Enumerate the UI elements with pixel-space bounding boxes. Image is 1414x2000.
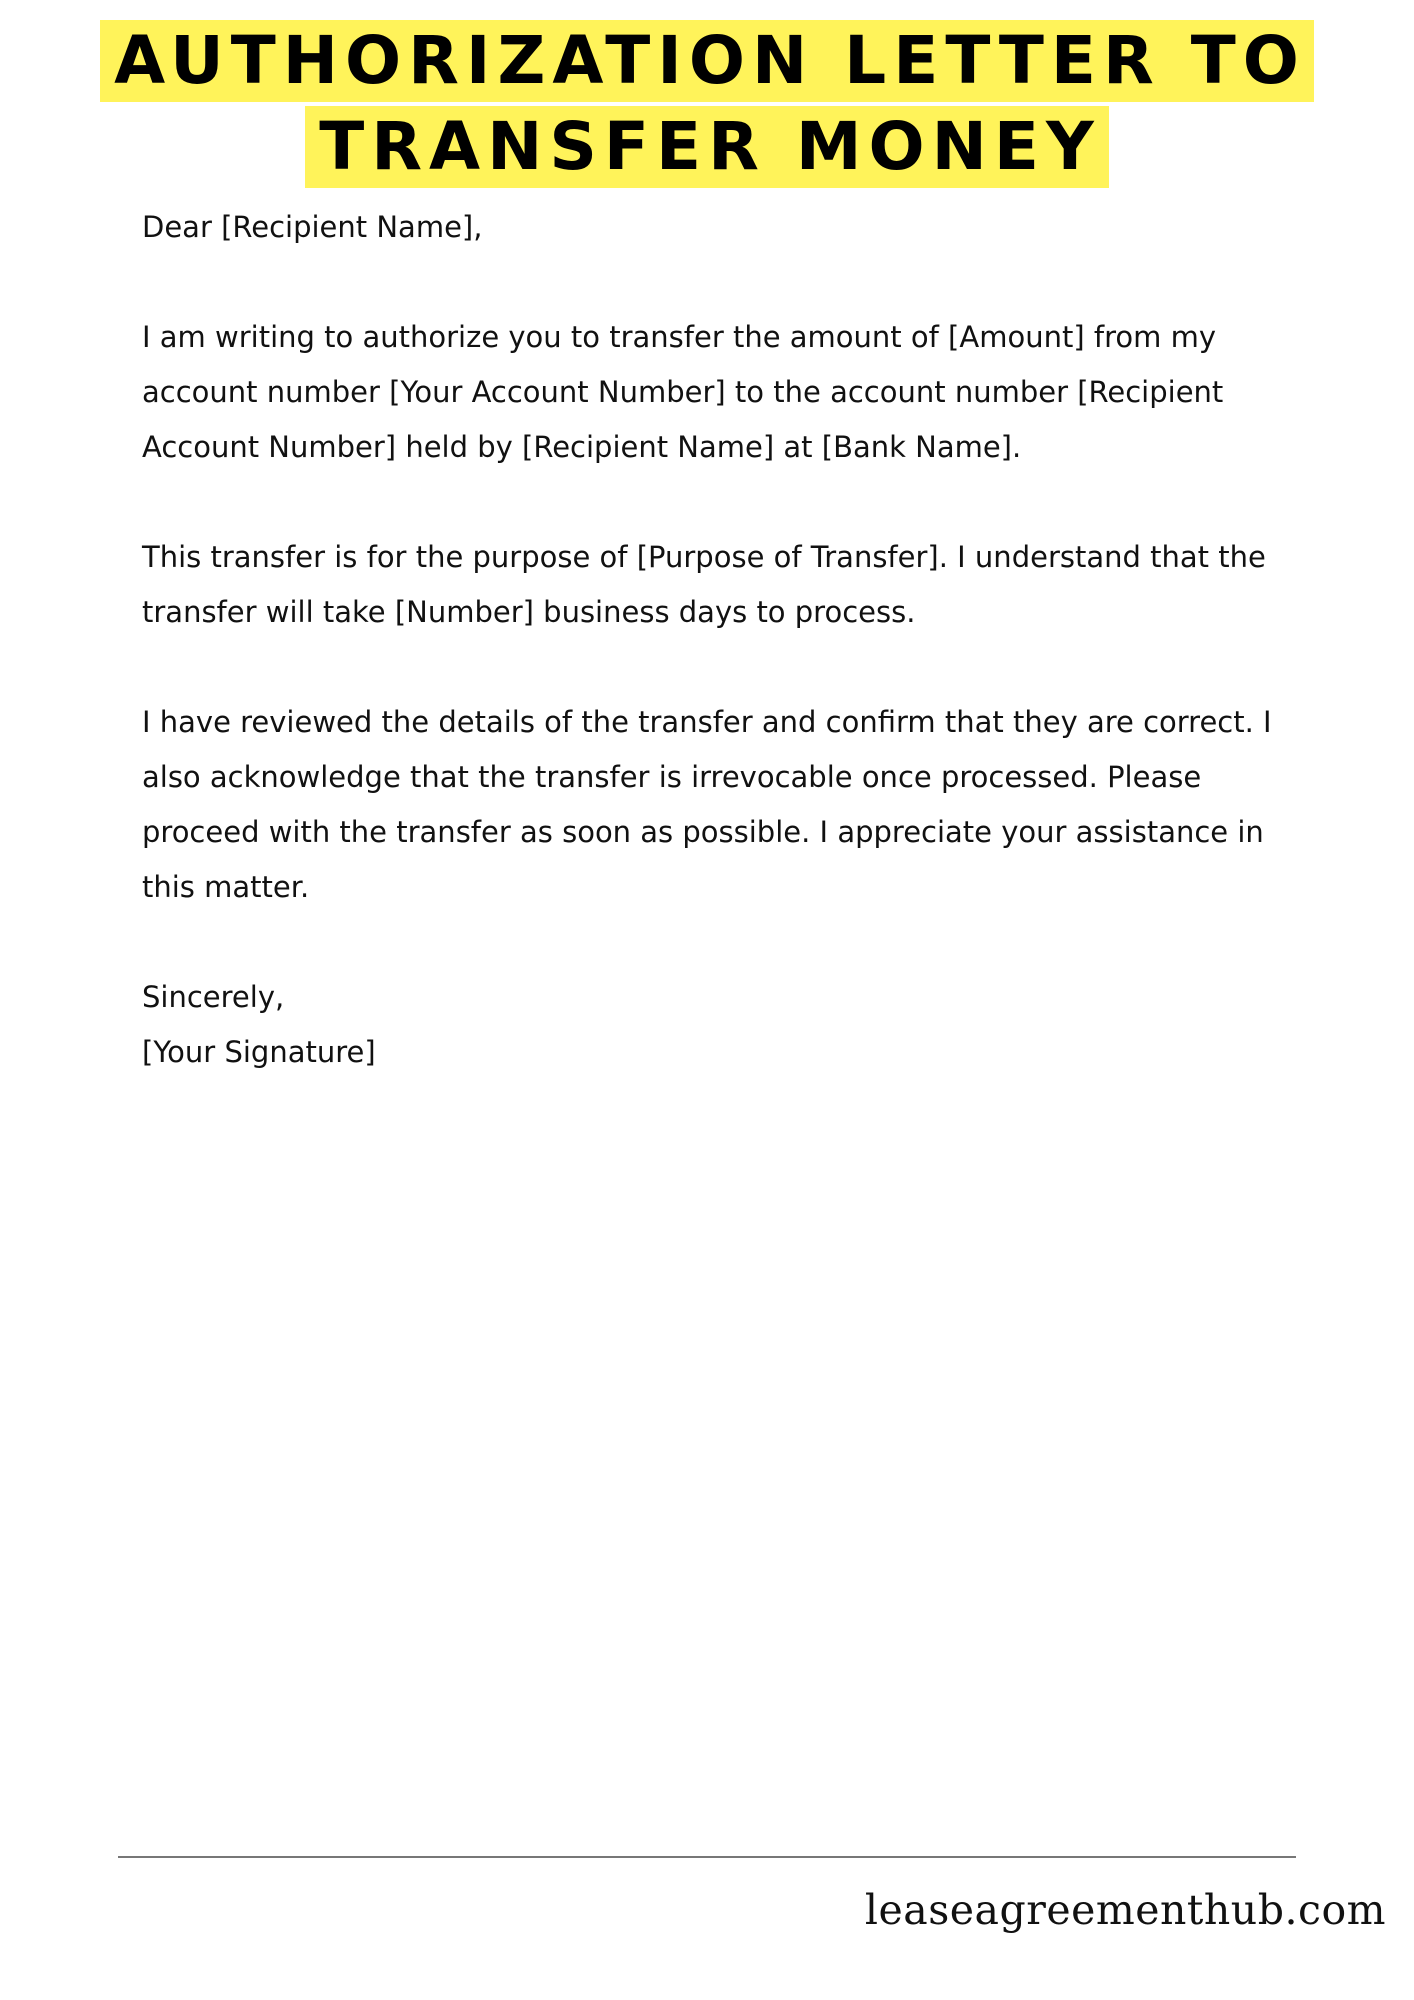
- page-title: [0, 20, 1414, 188]
- signature-placeholder: [Your Signature]: [142, 1035, 376, 1069]
- footer-brand: leaseagreementhub.com: [864, 1886, 1386, 1934]
- paragraph-authorization: I am writing to authorize you to transfer the amount of [Amount] from my account number [Your Account Number] to the account number [Recipient Account Number] held by [Recipient Name] at [Bank Name].: [142, 320, 1224, 464]
- title-line-2: TRANSFER MONEY: [305, 106, 1109, 188]
- footer-divider: [118, 1856, 1296, 1858]
- paragraph-purpose: This transfer is for the purpose of [Purpose of Transfer]. I understand that the transfer will take [Number] business days to process.: [142, 540, 1266, 629]
- salutation: Dear [Recipient Name],: [142, 210, 483, 244]
- paragraph-confirmation: I have reviewed the details of the transfer and confirm that they are correct. I also acknowledge that the transfer is irrevocable once processed. Please proceed with the transfer as soon as possible. I appreciate your assistance in this matter.: [142, 705, 1272, 904]
- closing: Sincerely,: [142, 980, 285, 1014]
- letter-body: [142, 200, 1322, 1080]
- title-line-1: AUTHORIZATION LETTER TO: [100, 20, 1314, 102]
